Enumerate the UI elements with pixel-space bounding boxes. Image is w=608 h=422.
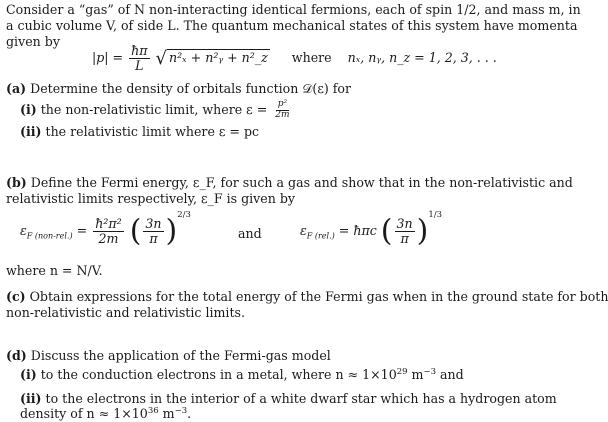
part-d-ii-text-2: density of n ≈ 1×10 [20,406,148,422]
intro-line-1: Consider a “gas” of N non-interacting identical fermions, each of spin 1/2, and mass m, in [6,2,581,17]
part-d-ii-exponent: 36 [147,406,159,416]
intro-line-3: given by [6,34,60,49]
part-d-i [20,367,464,383]
kinetic-energy-fraction [273,100,291,121]
part-b-label: (b) [6,175,27,190]
part-d-ii-label: (ii) [20,391,42,406]
momentum-equation [92,44,497,73]
intro-line-2: a cubic volume V, of side L. The quantum mechanical states of this system have momenta [6,18,578,33]
part-a-ii-label: (ii) [20,124,42,139]
rel-open-paren: ( [380,213,393,249]
part-a-ii-text: the relativistic limit where ε = pc [45,124,260,139]
part-d-label: (d) [6,348,27,363]
kinetic-numerator: p² [277,99,288,109]
part-d-ii-line-1 [20,391,557,407]
nonrel-inner-denominator: π [149,231,158,246]
rel-density-fraction [395,217,415,246]
part-c-line-2: non-relativistic and relativistic limits. [6,305,245,320]
nonrel-prefactor [93,217,124,246]
kinetic-denominator: 2m [275,109,290,120]
nonrel-close-paren: ) [165,213,178,249]
momentum-numerator: ħπ [131,43,148,58]
part-d-ii-unit-exponent: −3 [174,406,188,416]
nonrel-open-paren: ( [129,213,142,249]
part-a-ii [20,124,259,140]
part-b-where: where n = N/V. [6,263,103,278]
part-d-ii-text-1: to the electrons in the interior of a white dwarf star which has a hydrogen atom [45,391,557,406]
rel-inner-denominator: π [400,231,409,246]
rel-lhs: ε [300,223,307,238]
momentum-lhs: |p| = [92,49,124,65]
nonrel-eq: = [76,223,88,238]
part-b-line-1 [6,175,573,191]
momentum-fraction [129,44,149,73]
rel-subscript: F (rel.) [306,231,335,241]
momentum-sqrt-content: n²ₓ + n²ᵧ + n²_z [169,49,268,65]
part-d-i-tail: and [436,367,464,383]
part-d-i-label: (i) [20,367,37,383]
nonrel-numerator: ħ²π² [95,216,122,232]
part-a-i [20,100,294,121]
part-a-label: (a) [6,81,27,96]
nonrel-subscript: F (non-rel.) [26,231,73,241]
part-a-i-text: the non-relativistic limit, where ε = [40,101,268,117]
momentum-denominator: L [135,57,144,73]
and-word: and [238,226,262,241]
part-b-line-2: relativistic limits respectively, ε_F is given by [6,191,296,206]
where-label: where [291,49,332,65]
nonrel-density-fraction [143,217,163,246]
part-d-i-unit: m [407,367,424,383]
part-b-text-1: Define the Fermi energy, ε_F, for such a gas and show that in the non-relativistic and [30,175,573,190]
part-d-i-exponent: 29 [396,367,408,377]
part-c-label: (c) [6,289,26,304]
nonrel-denominator: 2m [98,231,119,246]
rel-exponent: 1/3 [428,210,443,220]
part-d-heading [6,348,331,364]
rel-close-paren: ) [416,213,429,249]
part-d-text: Discuss the application of the Fermi-gas model [30,348,331,363]
part-d-i-text: to the conduction electrons in a metal, where n ≈ 1×10 [40,367,397,383]
rel-prefactor: = ħπc [338,223,377,238]
quantum-numbers: nₓ, nᵧ, n_z = 1, 2, 3, . . . [347,49,497,65]
fermi-energy-rel [300,210,442,247]
part-a-text: Determine the density of orbitals function 𝒟(ε) for [30,81,352,96]
part-c-text-1: Obtain expressions for the total energy of the Fermi gas when in the ground state for both [29,289,608,304]
part-d-ii-line-2 [20,406,191,422]
rel-inner-numerator: 3n [396,216,413,232]
part-d-i-unit-exponent: −3 [423,367,437,377]
nonrel-lhs: ε [20,223,27,238]
fermi-energy-nonrel [20,210,191,247]
part-d-ii-unit: m [158,406,175,422]
part-d-ii-tail: . [187,406,192,422]
nonrel-inner-numerator: 3n [145,216,162,232]
nonrel-exponent: 2/3 [177,210,191,220]
sqrt-sign: √ [155,47,168,69]
part-a-heading [6,81,351,97]
part-a-i-label: (i) [20,101,37,117]
part-c-line-1 [6,289,608,305]
